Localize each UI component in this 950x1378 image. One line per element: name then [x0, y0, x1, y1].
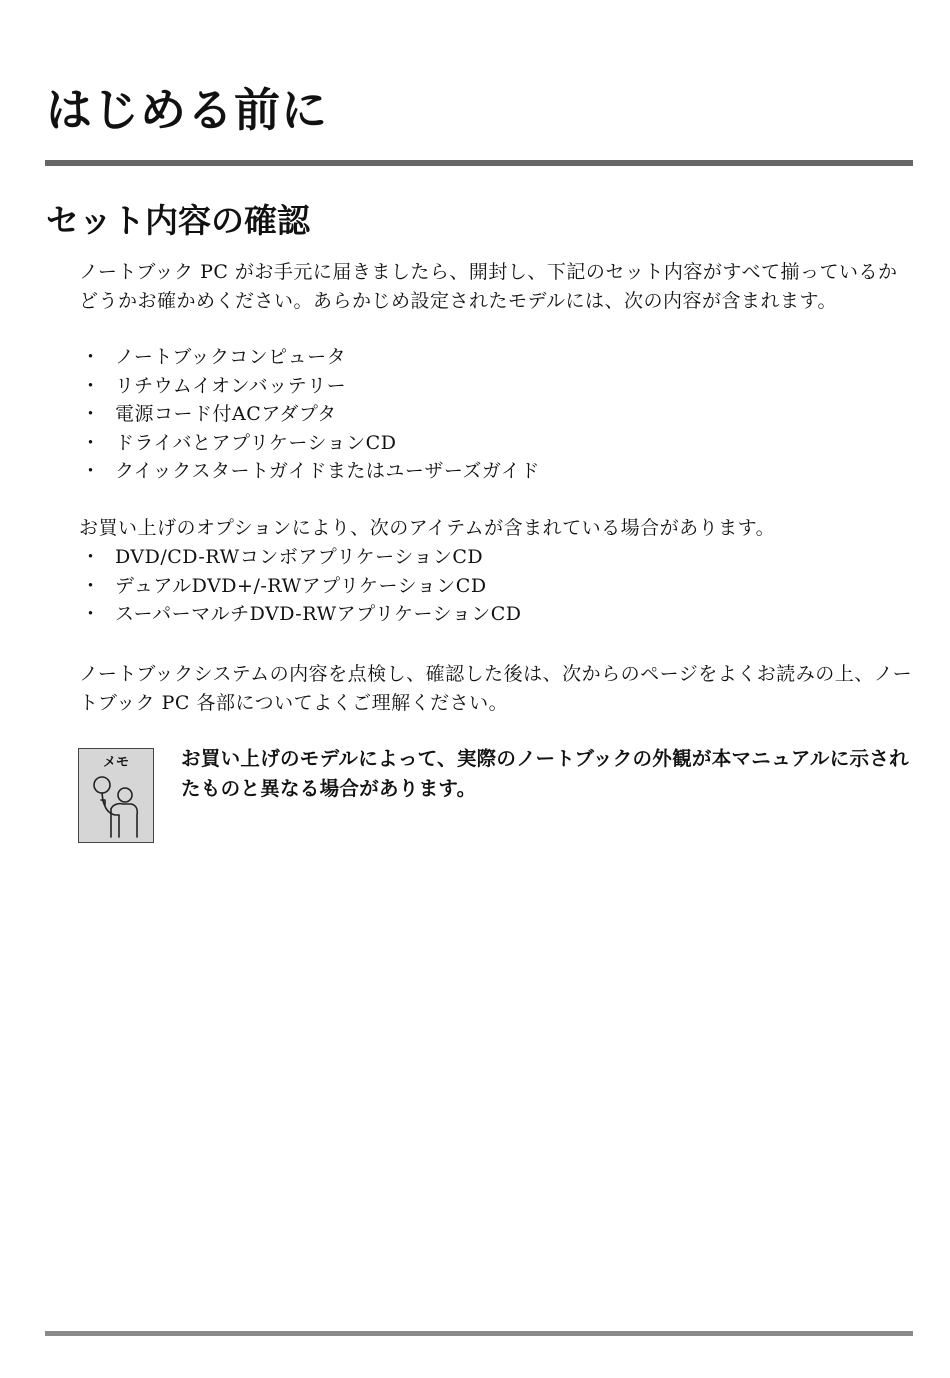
page-title: はじめる前に — [46, 83, 328, 137]
list-item: ・ クイックスタートガイドまたはユーザーズガイド — [79, 457, 540, 486]
optional-intro-paragraph: お買い上げのオプションにより、次のアイテムが含まれている場合があります。 — [79, 517, 776, 539]
list-item: ・ リチウムイオンバッテリー — [79, 372, 540, 401]
list-item: ・ スーパーマルチDVD-RWアプリケーションCD — [79, 600, 522, 629]
list-item: ・ ドライバとアプリケーションCD — [79, 429, 540, 458]
memo-text: お買い上げのモデルによって、実際のノートブックの外観が本マニュアルに示されたものと異なる場合があります。 — [181, 747, 909, 800]
section-title: セット内容の確認 — [46, 201, 310, 240]
title-divider — [45, 160, 913, 166]
standard-items-list — [79, 343, 540, 486]
bullet-icon: ・ — [81, 374, 101, 397]
bullet-icon: ・ — [81, 460, 101, 482]
closing-paragraph: ノートブックシステムの内容を点検し、確認した後は、次からのページをよくお読みの上、ノートブック PC 各部についてよくご理解ください。 — [79, 663, 913, 714]
bullet-icon: ・ — [81, 603, 101, 625]
bullet-icon: ・ — [81, 346, 101, 368]
bullet-icon: ・ — [81, 431, 101, 454]
bullet-icon: ・ — [81, 546, 101, 568]
list-item: ・ デュアルDVD+/-RWアプリケーションCD — [79, 572, 522, 601]
memo-box — [78, 748, 154, 843]
footer-divider — [45, 1331, 913, 1336]
list-item: ・ DVD/CD-RWコンボアプリケーションCD — [79, 543, 522, 572]
list-item: ・ 電源コード付ACアダプタ — [79, 400, 540, 429]
list-item: ・ ノートブックコンピュータ — [79, 343, 540, 372]
optional-items-list — [79, 543, 522, 629]
bullet-icon: ・ — [81, 574, 101, 597]
intro-paragraph: ノートブック PC がお手元に届きましたら、開封し、下記のセット内容がすべて揃っているかどうかお確かめください。あらかじめ設定されたモデルには、次の内容が含まれます。 — [79, 261, 898, 312]
memo-label: メモ — [102, 755, 129, 770]
bullet-icon: ・ — [81, 403, 101, 425]
memo-person-icon — [89, 771, 145, 839]
